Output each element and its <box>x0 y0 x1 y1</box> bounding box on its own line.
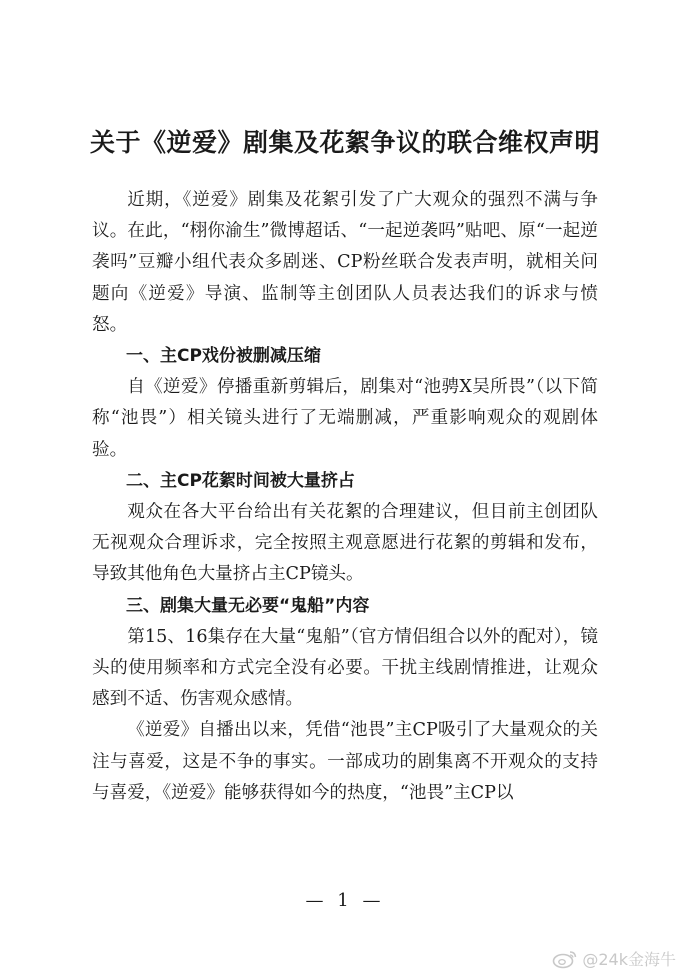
section-heading-1: 一、主CP戏份被删减压缩 <box>126 346 321 367</box>
weibo-watermark <box>552 947 676 970</box>
paragraph-intro: 近期，《逆爱》剧集及花絮引发了广大观众的强烈不满与争议。在此，“栩你渝生”微博超话、“一起逆袭吗”贴吧、原“一起逆袭吗”豆瓣小组代表众多剧迷、CP粉丝联合发表声明，就相关问题向《逆爱》导演、监制等主创团队人员表达我们的诉求与愤怒。 <box>92 190 598 335</box>
section-heading-2: 二、主CP花絮时间被大量挤占 <box>126 470 355 491</box>
paragraph-section-2: 观众在各大平台给出有关花絮的合理建议，但目前主创团队无视观众合理诉求，完全按照主观意愿进行花絮的剪辑和发布，导致其他角色大量挤占主CP镜头。 <box>92 502 598 585</box>
paragraph-section-3: 第15、16集存在大量“鬼船”（官方情侣组合以外的配对），镜头的使用频率和方式完全没有必要。干扰主线剧情推进，让观众感到不适、伤害观众感情。 <box>92 626 598 710</box>
section-heading-3: 三、剧集大量无必要“鬼船”内容 <box>126 595 370 616</box>
paragraph-section-1: 自《逆爱》停播重新剪辑后，剧集对“池骋X吴所畏”（以下简称“池畏”）相关镜头进行了无端删减，严重影响观众的观剧体验。 <box>92 377 598 460</box>
document-title: 关于《逆爱》剧集及花絮争议的联合维权声明 <box>89 128 600 157</box>
page-number: — 1 — <box>305 890 385 911</box>
paragraph-closing: 《逆爱》自播出以来，凭借“池畏”主CP吸引了大量观众的关注与喜爱，这是不争的事实。一部成功的剧集离不开观众的支持与喜爱，《逆爱》能够获得如今的热度，“池畏”主CP以 <box>92 720 598 803</box>
weibo-icon <box>552 949 578 969</box>
document-body <box>92 185 598 809</box>
watermark-text: @24k金海牛 <box>582 950 676 969</box>
